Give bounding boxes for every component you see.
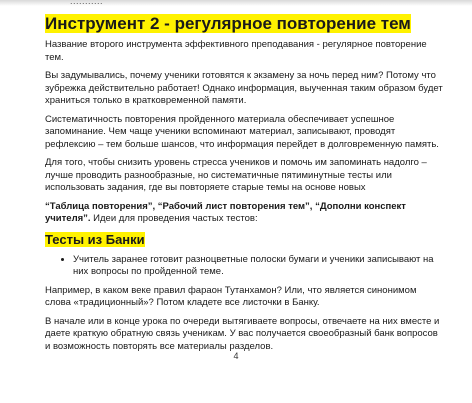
paragraph-systematic-repetition: Систематичность повторения пройденного материала обеспечивает успешное запоминание. Чем чаще ученики вспоминают материал, записывают, проводят рефлексию – тем больше шансов, что информация перейдет в долговременную память. (45, 113, 439, 150)
section-heading (45, 13, 445, 35)
paragraph-question-bank: В начале или в конце урока по очереди вытягиваете вопросы, отвечаете на них вместе и даете краткую обратную связь ученикам. У вас получается своеобразный банк вопросов и возможность повторять все материалы разделов. (45, 315, 440, 352)
paragraph-cramming: Вы задумывались, почему ученики готовятся к экзамену за ночь перед ним? Потому что зубрежка действительно работает! Однако информация, выученная таким образом будет храниться только в кратковременной памяти. (45, 70, 443, 106)
examples-bold-text: “Таблица повторения”, “Рабочий лист повторения тем”, “Дополни конспект учителя”. (45, 200, 406, 224)
page-number: 4 (233, 351, 239, 361)
examples-rest-text: Идеи для проведения частых тестов: (90, 213, 258, 224)
page-content (45, 13, 445, 359)
subsection-heading-text: Тесты из Банки (45, 231, 145, 247)
list-item: • Учитель заранее готовит разноцветные полоски бумаги и ученики записывают на них вопросы по пройденной теме. (73, 254, 445, 279)
previous-page-cut-text: ........... (70, 0, 104, 6)
paragraph-question-examples: Например, в каком веке правил фараон Тутанхамон? Или, что является синонимом слова «традиционный»? Потом кладете все листочки в Банку. (45, 284, 417, 308)
section-heading-text: Инструмент 2 - регулярное повторение тем (45, 14, 411, 33)
paragraph-stress-reduction: Для того, чтобы снизить уровень стресса учеников и помочь им запоминать надолго – лучше проводить разнообразные, но систематичные пятиминутные тесты или использовать задания, где вы повторяете старые темы на основе новых (45, 157, 427, 193)
subsection-heading (45, 232, 445, 248)
paragraph-examples (45, 201, 445, 226)
bullet-list (45, 254, 445, 279)
intro-paragraph: Название второго инструмента эффективного преподавания - регулярное повторение тем. (45, 39, 427, 63)
